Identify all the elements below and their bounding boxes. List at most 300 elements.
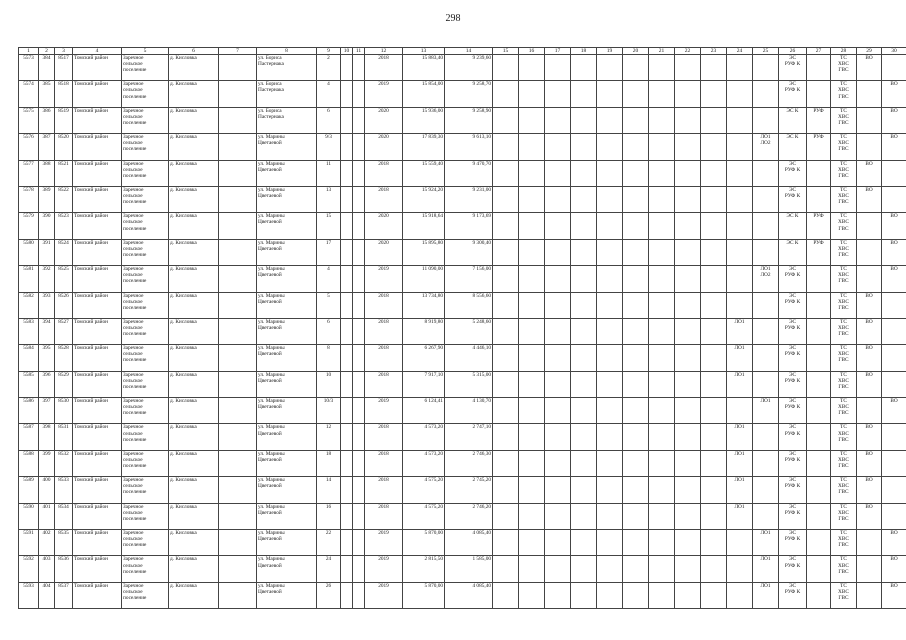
cell-living-area: 8 556,60 bbox=[445, 292, 493, 318]
empty-cell bbox=[597, 345, 623, 371]
empty-cell bbox=[493, 213, 519, 239]
empty-cell bbox=[353, 292, 365, 318]
empty-cell bbox=[597, 186, 623, 212]
empty-cell bbox=[353, 81, 365, 107]
cell-street bbox=[257, 450, 317, 476]
empty-cell bbox=[701, 371, 727, 397]
empty-cell bbox=[519, 556, 545, 582]
cell-settlement bbox=[122, 450, 169, 476]
cell-house-number: 18 bbox=[317, 450, 341, 476]
cell-line: Цветаевой bbox=[258, 483, 282, 490]
column-number-header: 16 bbox=[519, 48, 545, 55]
cell-col-24: ЛО1 bbox=[727, 424, 753, 450]
empty-cell bbox=[219, 318, 257, 344]
cell-line: ХВС bbox=[838, 588, 849, 595]
cell-house-number: 17 bbox=[317, 239, 341, 265]
cell-col-24: ЛО1 bbox=[727, 371, 753, 397]
empty-cell bbox=[675, 81, 701, 107]
table-row bbox=[19, 556, 906, 582]
cell-line: поселение bbox=[123, 568, 147, 575]
cell-col-29: ВО bbox=[857, 371, 882, 397]
empty-cell bbox=[675, 371, 701, 397]
cell-line: ХВС bbox=[838, 351, 849, 358]
cell-index: 400 bbox=[39, 477, 55, 503]
cell-line: ХВС bbox=[838, 430, 849, 437]
column-number-header-row bbox=[19, 48, 906, 55]
empty-cell bbox=[519, 55, 545, 81]
empty-cell bbox=[571, 160, 597, 186]
cell-index: 392 bbox=[39, 266, 55, 292]
cell-col-29 bbox=[857, 213, 882, 239]
empty-cell bbox=[493, 107, 519, 133]
cell-record-number: 5584 bbox=[19, 345, 39, 371]
cell-record-number: 5573 bbox=[19, 55, 39, 81]
cell-col-26 bbox=[779, 55, 807, 81]
cell-year: 2018 bbox=[365, 503, 403, 529]
empty-cell bbox=[341, 134, 353, 160]
empty-cell bbox=[701, 398, 727, 424]
cell-line: Заречное bbox=[123, 239, 144, 246]
cell-record-number: 5587 bbox=[19, 424, 39, 450]
cell-line: ГВС bbox=[838, 146, 849, 153]
cell-col-30: ВО bbox=[882, 582, 906, 608]
empty-cell bbox=[341, 107, 353, 133]
cell-district: Томский район bbox=[73, 503, 122, 529]
cell-line: сельское bbox=[123, 536, 143, 543]
table-row bbox=[19, 503, 906, 529]
cell-col-30 bbox=[882, 318, 906, 344]
column-number-header: 17 bbox=[545, 48, 571, 55]
cell-col-26 bbox=[779, 398, 807, 424]
empty-cell bbox=[571, 582, 597, 608]
cell-house-number: 4 bbox=[317, 81, 341, 107]
cell-line: поселение bbox=[123, 515, 147, 522]
cell-line: ЭС bbox=[788, 477, 797, 484]
cell-line: ЛО2 bbox=[760, 140, 771, 147]
column-number-header: 22 bbox=[675, 48, 701, 55]
cell-col-27 bbox=[807, 530, 831, 556]
empty-cell bbox=[341, 55, 353, 81]
empty-cell bbox=[493, 345, 519, 371]
cell-line: поселение bbox=[123, 146, 147, 153]
cell-code: 8517 bbox=[55, 55, 73, 81]
empty-cell bbox=[571, 318, 597, 344]
empty-cell bbox=[649, 107, 675, 133]
empty-cell bbox=[493, 266, 519, 292]
cell-living-area: 4 085,40 bbox=[445, 582, 493, 608]
table-row bbox=[19, 450, 906, 476]
empty-cell bbox=[545, 266, 571, 292]
cell-col-27 bbox=[807, 477, 831, 503]
cell-line: РУФ К bbox=[784, 166, 801, 173]
cell-line: ЭС bbox=[788, 398, 797, 405]
cell-code: 8534 bbox=[55, 503, 73, 529]
empty-cell bbox=[493, 186, 519, 212]
column-number-header: 9 bbox=[317, 48, 341, 55]
cell-code: 8520 bbox=[55, 134, 73, 160]
cell-line: ТС bbox=[840, 345, 847, 352]
cell-index: 397 bbox=[39, 398, 55, 424]
cell-code: 8524 bbox=[55, 239, 73, 265]
cell-record-number: 5586 bbox=[19, 398, 39, 424]
empty-cell bbox=[571, 477, 597, 503]
cell-village: д. Кисловка bbox=[169, 266, 219, 292]
empty-cell bbox=[571, 424, 597, 450]
cell-line: поселение bbox=[123, 93, 147, 100]
empty-cell bbox=[519, 266, 545, 292]
cell-line: Заречное bbox=[123, 318, 144, 325]
cell-line: ул. Марины bbox=[258, 477, 285, 484]
empty-cell bbox=[597, 371, 623, 397]
cell-col-25: ЛО1 bbox=[753, 530, 779, 556]
cell-line: сельское bbox=[123, 87, 143, 94]
cell-line: ХВС bbox=[838, 456, 849, 463]
cell-col-28 bbox=[831, 107, 857, 133]
cell-col-29 bbox=[857, 239, 882, 265]
empty-cell bbox=[597, 55, 623, 81]
empty-cell bbox=[649, 266, 675, 292]
cell-line: поселение bbox=[123, 199, 147, 206]
cell-col-27: РУФ bbox=[807, 213, 831, 239]
empty-cell bbox=[519, 398, 545, 424]
cell-record-number: 5585 bbox=[19, 371, 39, 397]
cell-total-area: 6 124,41 bbox=[403, 398, 445, 424]
empty-cell bbox=[519, 530, 545, 556]
cell-col-30: ВО bbox=[882, 239, 906, 265]
empty-cell bbox=[219, 213, 257, 239]
column-number-header: 24 bbox=[727, 48, 753, 55]
cell-col-29: ВО bbox=[857, 160, 882, 186]
empty-cell bbox=[675, 556, 701, 582]
cell-line: Пастернака bbox=[258, 87, 284, 94]
cell-col-24 bbox=[727, 292, 753, 318]
cell-line: РУФ К bbox=[784, 272, 801, 279]
cell-line: поселение bbox=[123, 225, 147, 232]
empty-cell bbox=[493, 292, 519, 318]
cell-settlement bbox=[122, 318, 169, 344]
empty-cell bbox=[571, 239, 597, 265]
empty-cell bbox=[597, 266, 623, 292]
cell-line: ГВС bbox=[838, 595, 849, 601]
cell-house-number: 24 bbox=[317, 556, 341, 582]
empty-cell bbox=[493, 160, 519, 186]
cell-line: ТС bbox=[840, 477, 847, 484]
cell-line: ул. Марины bbox=[258, 371, 285, 378]
empty-cell bbox=[675, 530, 701, 556]
cell-col-24: ЛО1 bbox=[727, 345, 753, 371]
cell-col-27 bbox=[807, 160, 831, 186]
empty-cell bbox=[353, 556, 365, 582]
cell-district: Томский район bbox=[73, 160, 122, 186]
cell-col-30 bbox=[882, 292, 906, 318]
cell-settlement bbox=[122, 266, 169, 292]
empty-cell bbox=[493, 503, 519, 529]
cell-index: 404 bbox=[39, 582, 55, 608]
cell-house-number: 10 bbox=[317, 371, 341, 397]
cell-col-28 bbox=[831, 477, 857, 503]
cell-col-28 bbox=[831, 213, 857, 239]
empty-cell bbox=[675, 582, 701, 608]
table-row bbox=[19, 134, 906, 160]
cell-line: Заречное bbox=[123, 450, 144, 457]
cell-col-25 bbox=[753, 371, 779, 397]
cell-line: ул. Марины bbox=[258, 398, 285, 405]
empty-cell bbox=[219, 239, 257, 265]
empty-cell bbox=[219, 477, 257, 503]
cell-total-area: 4 575,20 bbox=[403, 477, 445, 503]
cell-year: 2019 bbox=[365, 530, 403, 556]
cell-street bbox=[257, 213, 317, 239]
empty-cell bbox=[701, 318, 727, 344]
cell-line: Цветаевой bbox=[258, 456, 282, 463]
empty-cell bbox=[597, 450, 623, 476]
empty-cell bbox=[675, 107, 701, 133]
empty-cell bbox=[353, 266, 365, 292]
cell-line: Заречное bbox=[123, 398, 144, 405]
empty-cell bbox=[545, 424, 571, 450]
cell-district: Томский район bbox=[73, 477, 122, 503]
empty-cell bbox=[623, 239, 649, 265]
cell-year: 2020 bbox=[365, 107, 403, 133]
cell-line: ТС bbox=[840, 556, 847, 563]
cell-col-26 bbox=[779, 503, 807, 529]
cell-village: д. Кисловка bbox=[169, 318, 219, 344]
cell-line: Цветаевой bbox=[258, 298, 282, 305]
cell-settlement bbox=[122, 186, 169, 212]
cell-line: ТС bbox=[840, 239, 847, 246]
cell-settlement bbox=[122, 345, 169, 371]
cell-line: ТС bbox=[840, 186, 847, 193]
empty-cell bbox=[545, 477, 571, 503]
cell-settlement bbox=[122, 503, 169, 529]
cell-line: сельское bbox=[123, 245, 143, 252]
cell-village: д. Кисловка bbox=[169, 582, 219, 608]
cell-col-26 bbox=[779, 186, 807, 212]
empty-cell bbox=[597, 213, 623, 239]
column-number-header: 4 bbox=[73, 48, 122, 55]
cell-street bbox=[257, 266, 317, 292]
cell-line: ЛО1 bbox=[760, 134, 771, 141]
cell-code: 8525 bbox=[55, 266, 73, 292]
cell-living-area: 4 085,40 bbox=[445, 530, 493, 556]
cell-line: ХВС bbox=[838, 166, 849, 173]
cell-code: 8530 bbox=[55, 398, 73, 424]
cell-village: д. Кисловка bbox=[169, 530, 219, 556]
cell-index: 385 bbox=[39, 81, 55, 107]
cell-street bbox=[257, 424, 317, 450]
cell-col-30: ВО bbox=[882, 556, 906, 582]
cell-line: Цветаевой bbox=[258, 325, 282, 331]
cell-index: 394 bbox=[39, 318, 55, 344]
empty-cell bbox=[597, 477, 623, 503]
cell-col-25 bbox=[753, 213, 779, 239]
cell-col-29 bbox=[857, 530, 882, 556]
empty-cell bbox=[623, 582, 649, 608]
cell-street bbox=[257, 186, 317, 212]
cell-col-28 bbox=[831, 450, 857, 476]
cell-col-29: ВО bbox=[857, 292, 882, 318]
empty-cell bbox=[341, 292, 353, 318]
cell-line: ТС bbox=[840, 292, 847, 299]
cell-line: ЭС bbox=[788, 556, 797, 563]
cell-house-number: 26 bbox=[317, 582, 341, 608]
cell-line: Пастернака bbox=[258, 113, 284, 120]
cell-col-29 bbox=[857, 107, 882, 133]
cell-living-area: 9 613,10 bbox=[445, 134, 493, 160]
cell-index: 403 bbox=[39, 556, 55, 582]
cell-street bbox=[257, 477, 317, 503]
cell-col-27 bbox=[807, 345, 831, 371]
cell-settlement bbox=[122, 107, 169, 133]
empty-cell bbox=[571, 371, 597, 397]
cell-col-25 bbox=[753, 424, 779, 450]
empty-cell bbox=[353, 55, 365, 81]
empty-cell bbox=[597, 160, 623, 186]
empty-cell bbox=[597, 107, 623, 133]
cell-village: д. Кисловка bbox=[169, 81, 219, 107]
cell-line: ЭС bbox=[788, 371, 797, 378]
cell-line: Цветаевой bbox=[258, 351, 282, 358]
cell-settlement bbox=[122, 477, 169, 503]
cell-settlement bbox=[122, 556, 169, 582]
cell-line: Заречное bbox=[123, 266, 144, 273]
cell-line: Цветаевой bbox=[258, 588, 282, 595]
empty-cell bbox=[545, 345, 571, 371]
cell-record-number: 5591 bbox=[19, 530, 39, 556]
cell-district: Томский район bbox=[73, 134, 122, 160]
cell-total-area: 15 559,40 bbox=[403, 160, 445, 186]
cell-total-area: 4 573,20 bbox=[403, 424, 445, 450]
empty-cell bbox=[675, 424, 701, 450]
cell-district: Томский район bbox=[73, 345, 122, 371]
cell-col-24 bbox=[727, 55, 753, 81]
cell-col-25 bbox=[753, 318, 779, 344]
cell-line: ГВС bbox=[838, 383, 849, 390]
cell-street bbox=[257, 107, 317, 133]
cell-total-area: 4 573,20 bbox=[403, 450, 445, 476]
empty-cell bbox=[597, 582, 623, 608]
column-number-header: 15 bbox=[493, 48, 519, 55]
empty-cell bbox=[353, 239, 365, 265]
table-row bbox=[19, 160, 906, 186]
empty-cell bbox=[353, 134, 365, 160]
cell-col-24 bbox=[727, 530, 753, 556]
cell-district: Томский район bbox=[73, 424, 122, 450]
empty-cell bbox=[341, 398, 353, 424]
cell-code: 8518 bbox=[55, 81, 73, 107]
cell-col-29: ВО bbox=[857, 186, 882, 212]
cell-street bbox=[257, 160, 317, 186]
empty-cell bbox=[353, 530, 365, 556]
column-number-header: 26 bbox=[779, 48, 807, 55]
cell-line: ГВС bbox=[838, 251, 849, 258]
cell-line: ЭС К bbox=[786, 107, 799, 114]
empty-cell bbox=[519, 134, 545, 160]
cell-code: 8523 bbox=[55, 213, 73, 239]
cell-line: сельское bbox=[123, 404, 143, 411]
cell-line: сельское bbox=[123, 113, 143, 120]
empty-cell bbox=[353, 503, 365, 529]
cell-line: поселение bbox=[123, 278, 147, 285]
empty-cell bbox=[675, 134, 701, 160]
empty-cell bbox=[623, 134, 649, 160]
empty-cell bbox=[649, 424, 675, 450]
empty-cell bbox=[675, 345, 701, 371]
cell-line: ЭС bbox=[788, 266, 797, 273]
empty-cell bbox=[219, 292, 257, 318]
cell-line: Цветаевой bbox=[258, 245, 282, 252]
cell-line: ХВС bbox=[838, 245, 849, 252]
cell-col-25 bbox=[753, 55, 779, 81]
cell-index: 391 bbox=[39, 239, 55, 265]
cell-col-26 bbox=[779, 292, 807, 318]
cell-line: ЭС К bbox=[786, 134, 799, 141]
empty-cell bbox=[649, 186, 675, 212]
cell-line: ХВС bbox=[838, 113, 849, 120]
cell-house-number: 12 bbox=[317, 424, 341, 450]
cell-total-area: 7 917,10 bbox=[403, 371, 445, 397]
cell-district: Томский район bbox=[73, 530, 122, 556]
cell-record-number: 5579 bbox=[19, 213, 39, 239]
cell-col-26 bbox=[779, 345, 807, 371]
empty-cell bbox=[571, 213, 597, 239]
cell-year: 2018 bbox=[365, 160, 403, 186]
cell-line: РУФ К bbox=[784, 351, 801, 358]
cell-col-25 bbox=[753, 292, 779, 318]
cell-district: Томский район bbox=[73, 398, 122, 424]
cell-line: Заречное bbox=[123, 477, 144, 484]
cell-line: сельское bbox=[123, 166, 143, 173]
cell-code: 8533 bbox=[55, 477, 73, 503]
empty-cell bbox=[519, 213, 545, 239]
cell-village: д. Кисловка bbox=[169, 213, 219, 239]
cell-line: ГВС bbox=[838, 489, 849, 496]
cell-district: Томский район bbox=[73, 186, 122, 212]
cell-col-24 bbox=[727, 107, 753, 133]
empty-cell bbox=[219, 160, 257, 186]
cell-record-number: 5588 bbox=[19, 450, 39, 476]
cell-col-27 bbox=[807, 318, 831, 344]
cell-settlement bbox=[122, 371, 169, 397]
cell-record-number: 5575 bbox=[19, 107, 39, 133]
empty-cell bbox=[701, 556, 727, 582]
empty-cell bbox=[675, 213, 701, 239]
cell-index: 399 bbox=[39, 450, 55, 476]
empty-cell bbox=[341, 582, 353, 608]
cell-total-area: 11 090,00 bbox=[403, 266, 445, 292]
cell-index: 393 bbox=[39, 292, 55, 318]
empty-cell bbox=[701, 55, 727, 81]
empty-cell bbox=[597, 398, 623, 424]
cell-year: 2018 bbox=[365, 424, 403, 450]
cell-line: ЭС bbox=[788, 186, 797, 193]
cell-line: ул. Марины bbox=[258, 345, 285, 352]
cell-year: 2018 bbox=[365, 477, 403, 503]
cell-col-25 bbox=[753, 345, 779, 371]
cell-col-24 bbox=[727, 186, 753, 212]
empty-cell bbox=[341, 186, 353, 212]
empty-cell bbox=[675, 477, 701, 503]
cell-year: 2020 bbox=[365, 213, 403, 239]
cell-line: ул. Марины bbox=[258, 318, 285, 325]
cell-line: ул. Марины bbox=[258, 556, 285, 563]
cell-col-26 bbox=[779, 134, 807, 160]
cell-col-27: РУФ bbox=[807, 239, 831, 265]
cell-line: ТС bbox=[840, 503, 847, 510]
cell-settlement bbox=[122, 398, 169, 424]
cell-col-28 bbox=[831, 582, 857, 608]
empty-cell bbox=[649, 213, 675, 239]
